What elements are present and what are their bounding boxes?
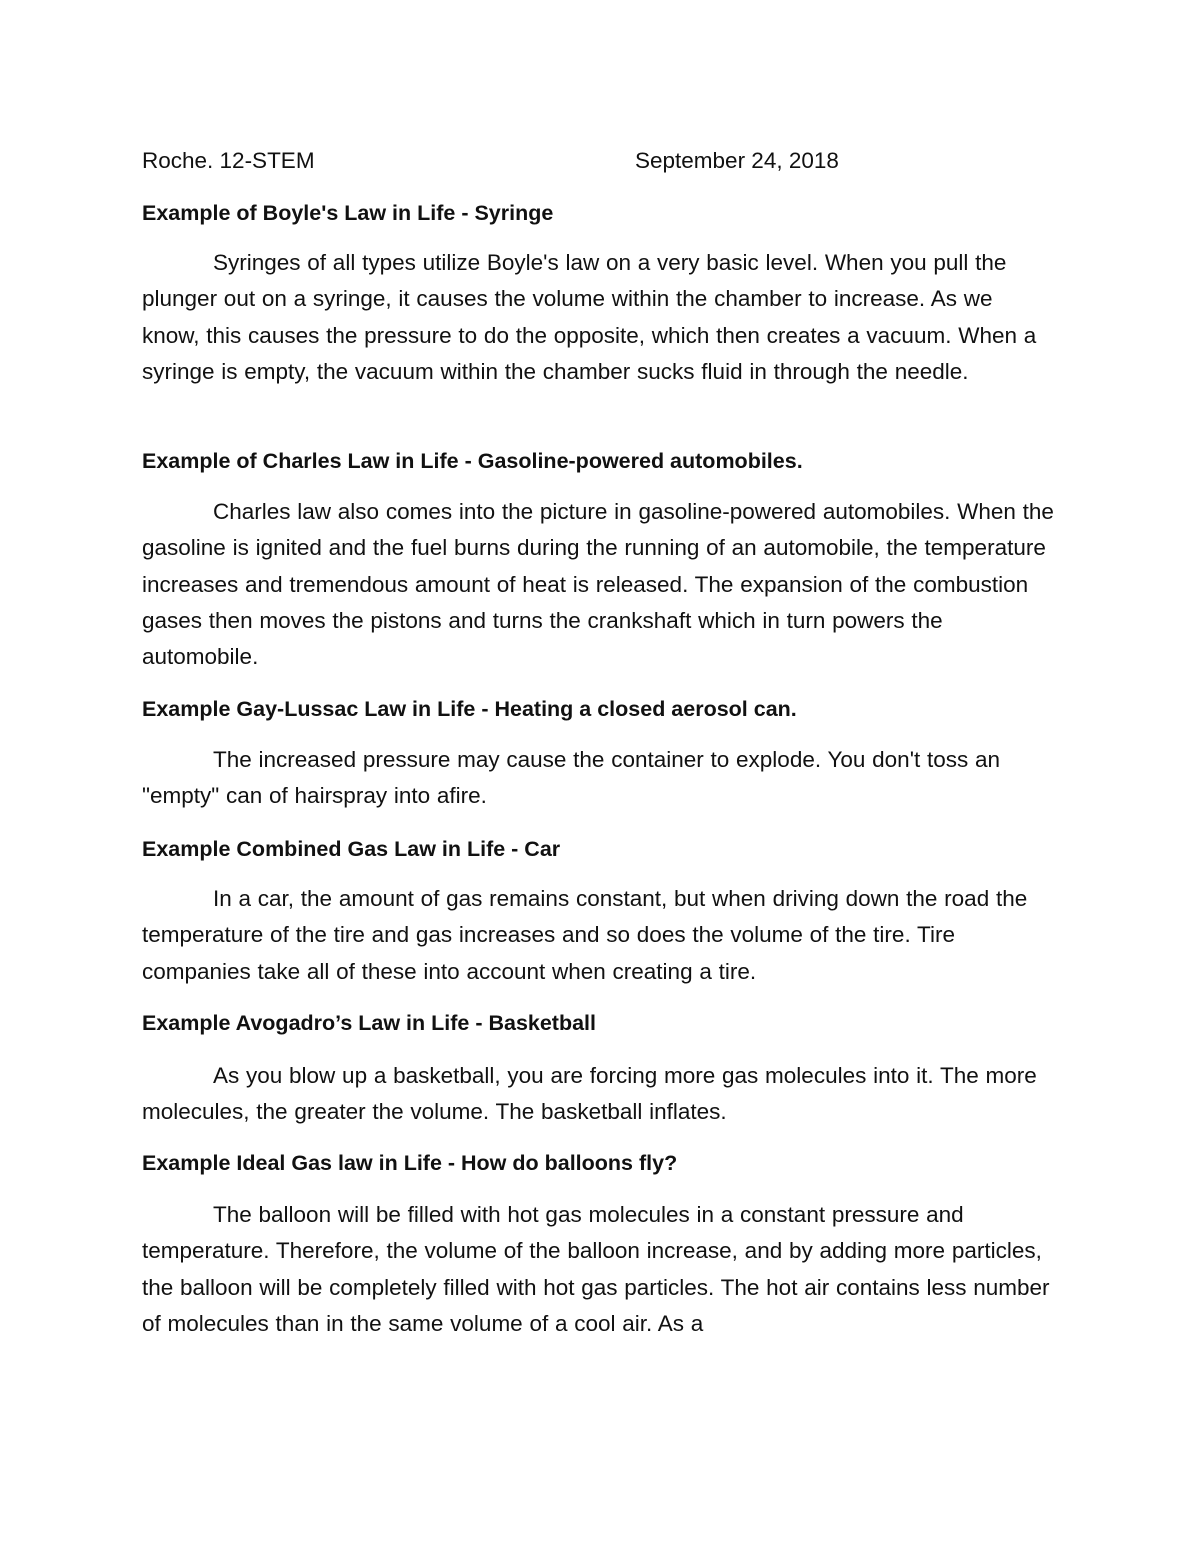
section-heading-boyle: Example of Boyle's Law in Life - Syringe [142,201,554,225]
section-heading-avogadro: Example Avogadro’s Law in Life - Basketball [142,1011,597,1035]
section-heading-gay-lussac: Example Gay-Lussac Law in Life - Heating a closed aerosol can. [142,697,797,721]
section-body-charles: Charles law also comes into the picture in gasoline-powered automobiles. When the gasoline is ignited and the fuel burns during the running of an automobile, the temperature increases and tremendous amount of heat is released. The expansion of the combustion gases then moves the pistons and turns the crankshaft which in turn powers the automobile. [142,499,1054,670]
section-body-avogadro: As you blow up a basketball, you are forcing more gas molecules into it. The more molecules, the greater the volume. The basketball inflates. [142,1063,1037,1125]
author-class-label: Roche. 12-STEM [142,148,315,173]
section-heading-charles: Example of Charles Law in Life - Gasoline-powered automobiles. [142,449,803,473]
document-date: September 24, 2018 [635,148,839,173]
document-header [142,144,1042,178]
section-body-combined: In a car, the amount of gas remains constant, but when driving down the road the temperature of the tire and gas increases and so does the volume of the tire. Tire companies take all of these into account when creating a tire. [142,886,1028,984]
section-body-gay-lussac: The increased pressure may cause the container to explode. You don't toss an "empty" can of hairspray into afire. [142,747,1001,809]
section-body-ideal-gas: The balloon will be filled with hot gas molecules in a constant pressure and temperature. Therefore, the volume of the balloon increase, and by adding more particles, the balloon will be completely filled with hot gas particles. The hot air contains less number of molecules than in the same volume of a cool air. As a [142,1202,1050,1336]
section-body-boyle: Syringes of all types utilize Boyle's law on a very basic level. When you pull the plunger out on a syringe, it causes the volume within the chamber to increase. As we know, this causes the pressure to do the opposite, which then creates a vacuum. When a syringe is empty, the vacuum within the chamber sucks fluid in through the needle. [142,250,1037,384]
section-heading-combined: Example Combined Gas Law in Life - Car [142,837,561,861]
section-heading-ideal-gas: Example Ideal Gas law in Life - How do balloons fly? [142,1151,678,1175]
